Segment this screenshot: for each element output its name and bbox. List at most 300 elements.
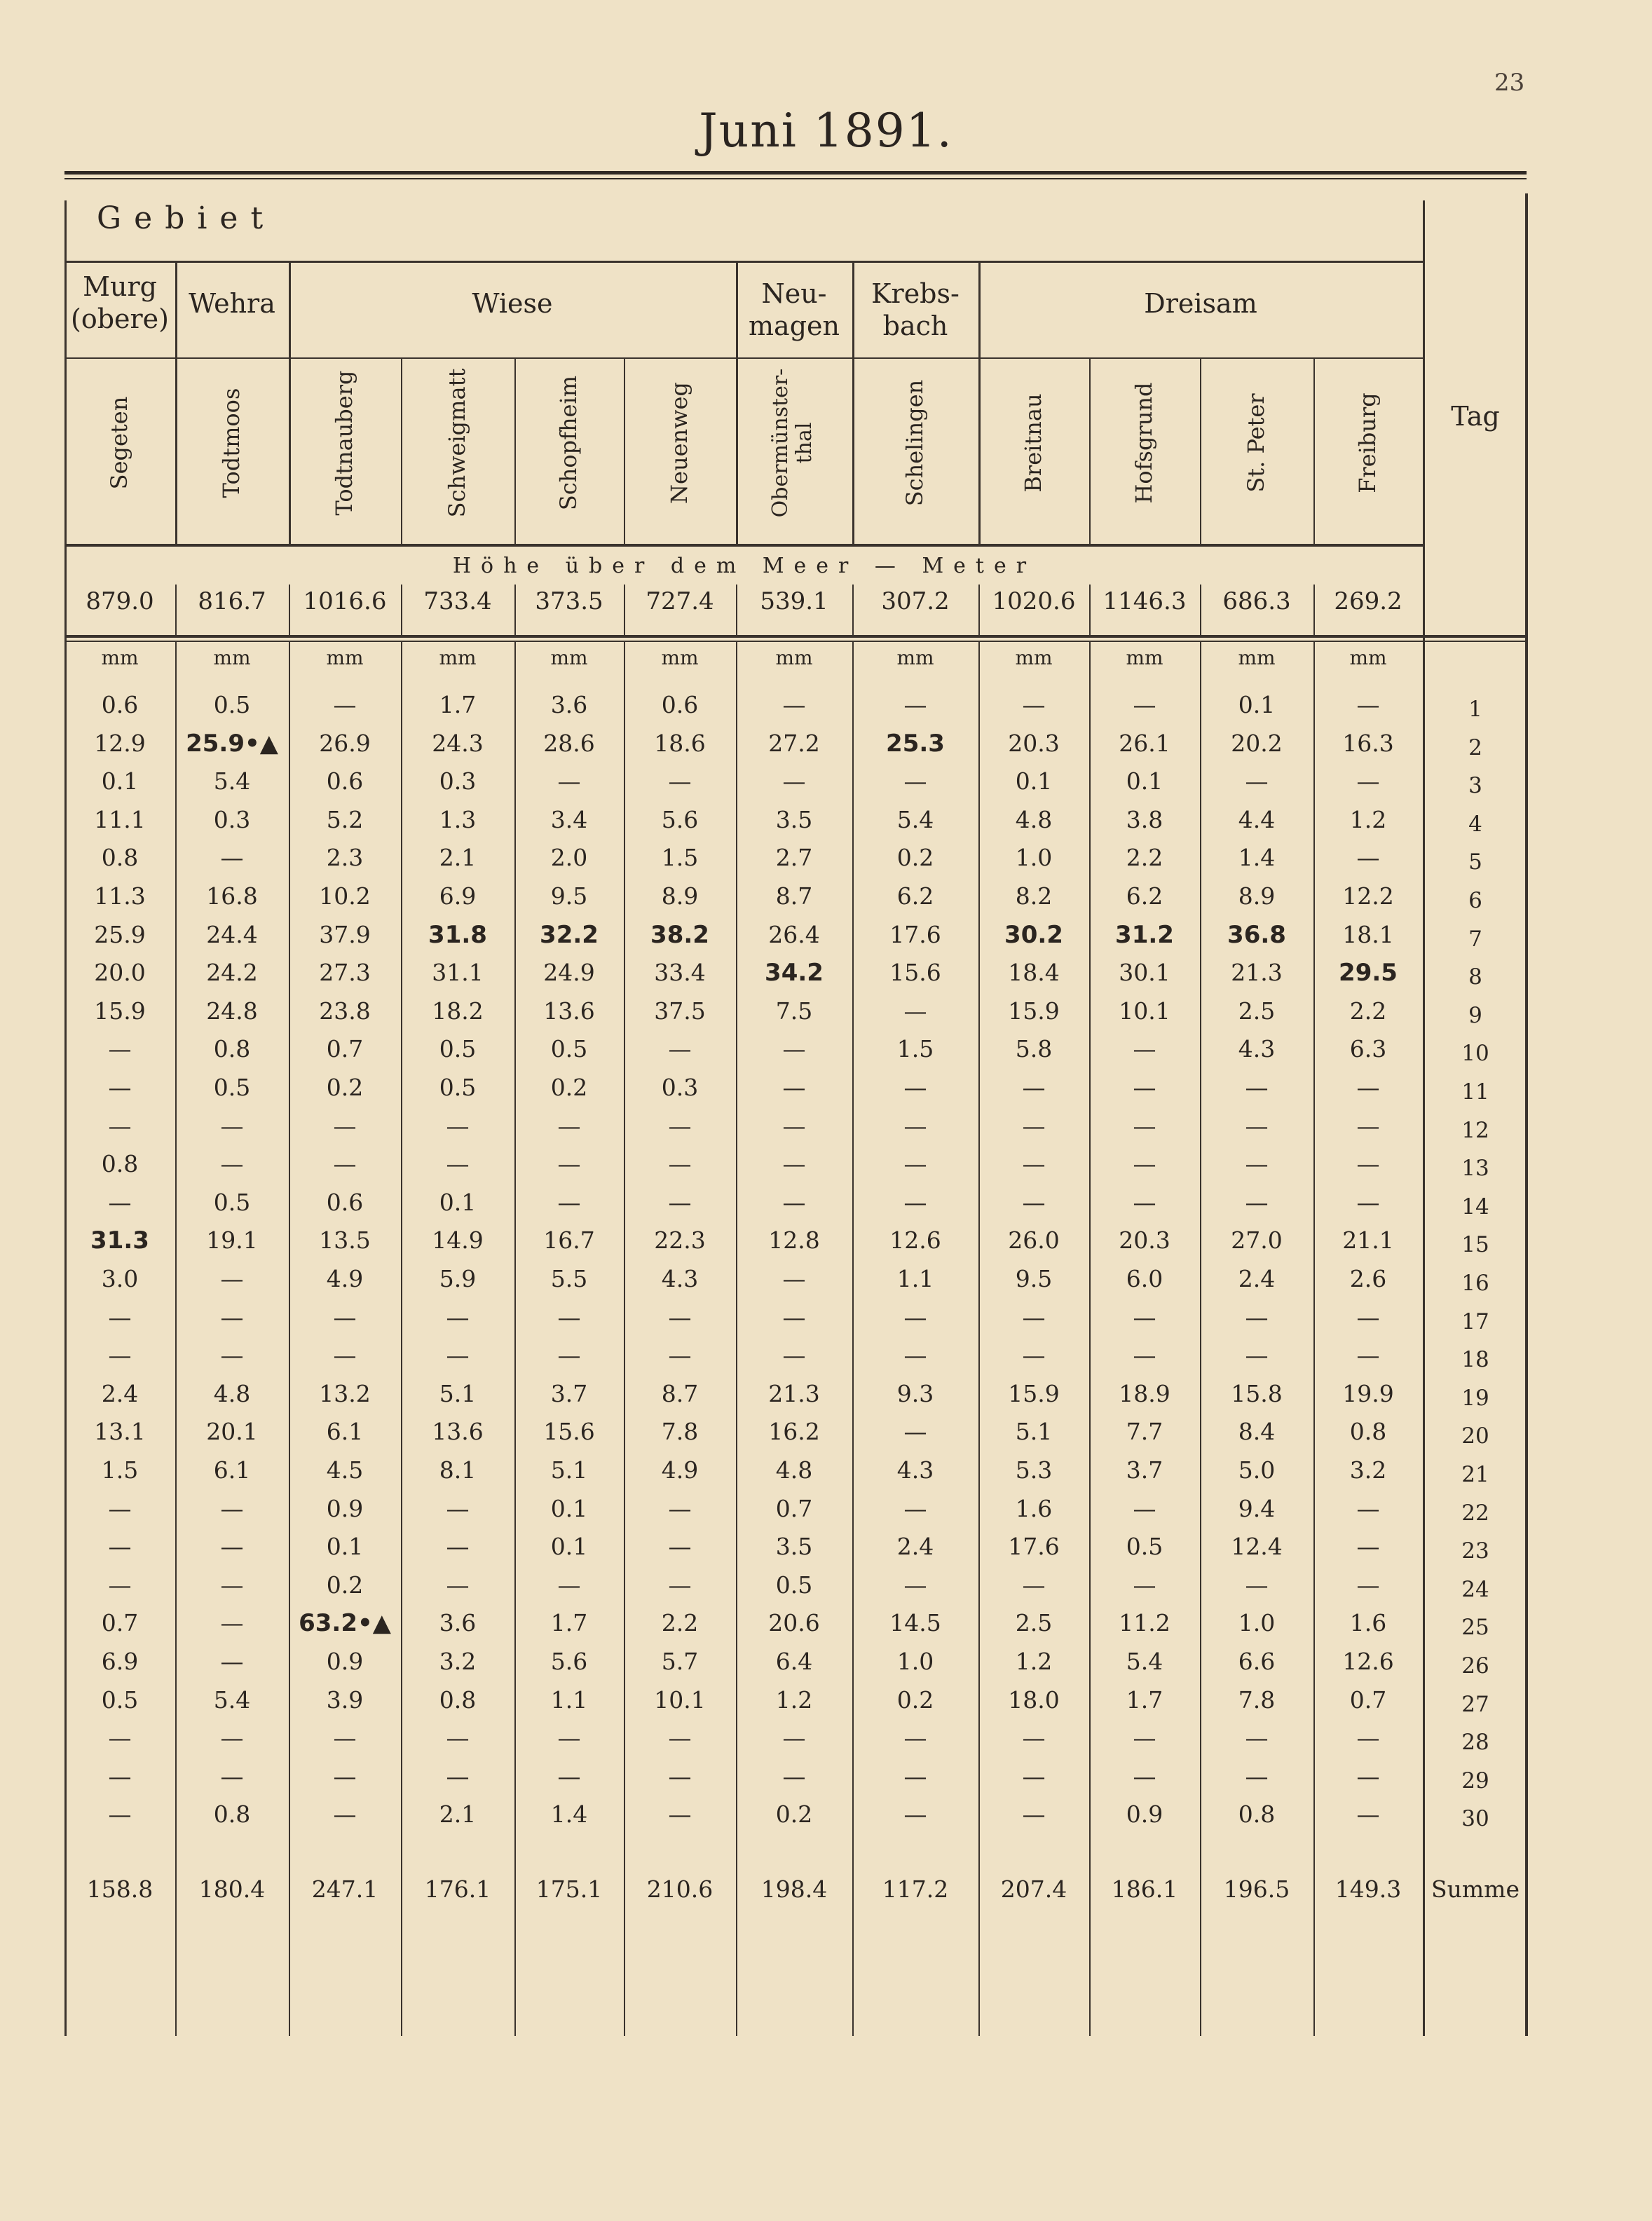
- data-cell: —: [1022, 1150, 1046, 1178]
- data-cell: 1.4: [550, 1800, 588, 1829]
- data-cell: 0.2: [326, 1074, 364, 1101]
- data-cell: 6.9: [439, 882, 477, 910]
- data-cell: 7.5: [775, 997, 813, 1025]
- height-row-bottom-rule: [64, 635, 1528, 638]
- data-cell: 5.2: [326, 805, 364, 833]
- station-height-2: 816.7: [198, 587, 266, 615]
- data-cell: 6.2: [896, 882, 934, 910]
- data-cell: 0.6: [326, 767, 364, 795]
- data-cell: 0.1: [1238, 691, 1276, 718]
- data-cell: 37.9: [319, 920, 371, 948]
- data-cell: 2.0: [550, 844, 588, 872]
- data-cell: —: [782, 1265, 806, 1292]
- data-cell: 0.1: [101, 767, 139, 795]
- data-cell: —: [108, 1800, 132, 1829]
- data-cell: 0.2: [896, 1686, 934, 1714]
- data-cell: 15.9: [94, 997, 146, 1025]
- data-cell: 0.7: [101, 1609, 139, 1637]
- data-cell: 31.8: [428, 920, 487, 949]
- height-col-sep: [514, 585, 516, 635]
- data-cell: 36.8: [1227, 920, 1286, 949]
- data-cell: —: [446, 1533, 470, 1561]
- data-cell: —: [1245, 1762, 1269, 1790]
- data-cell: —: [108, 1112, 132, 1140]
- data-cell: 5.1: [1015, 1418, 1053, 1446]
- data-cell: —: [333, 1112, 357, 1140]
- data-cell: —: [1245, 1112, 1269, 1140]
- data-cell: —: [333, 1800, 357, 1829]
- data-cell: 20.6: [768, 1609, 820, 1637]
- data-cell: —: [782, 1762, 806, 1790]
- data-cell: 12.6: [1342, 1648, 1394, 1675]
- station-name-6: Neuenweg: [666, 382, 692, 504]
- data-cell: —: [1022, 1112, 1046, 1140]
- data-cell: —: [333, 1303, 357, 1331]
- data-cell: 18.4: [1008, 959, 1060, 987]
- data-cell: 5.1: [550, 1456, 588, 1484]
- summe-cell: 149.3: [1334, 1875, 1402, 1903]
- data-cell: 37.5: [654, 997, 706, 1025]
- data-cell: 25.9•▲: [186, 729, 278, 758]
- data-cell: —: [108, 1074, 132, 1101]
- data-cell: 2.4: [1238, 1265, 1276, 1292]
- data-cell: 20.0: [94, 959, 146, 987]
- header-col-sep: [978, 261, 981, 544]
- data-cell: —: [1245, 1341, 1269, 1369]
- data-cell: 15.6: [889, 959, 941, 987]
- data-cell: —: [1133, 1188, 1156, 1216]
- tag-cell: 20: [1461, 1423, 1489, 1449]
- data-cell: —: [220, 1571, 244, 1599]
- data-cell: —: [668, 1035, 692, 1063]
- data-cell: 9.5: [550, 882, 588, 910]
- tag-cell: 28: [1461, 1730, 1489, 1756]
- data-cell: 11.3: [94, 882, 146, 910]
- page-title: Juni 1891.: [699, 104, 953, 158]
- header-bottom-rule: [64, 544, 1423, 547]
- data-cell: —: [903, 1188, 927, 1216]
- header-col-sep: [852, 261, 854, 544]
- data-cell: 3.2: [1349, 1456, 1387, 1484]
- data-cell: —: [903, 691, 927, 718]
- data-cell: —: [782, 1035, 806, 1063]
- data-cell: 19.9: [1342, 1379, 1394, 1407]
- region-label-krebsbach: Krebs- bach: [871, 278, 960, 341]
- data-cell: 3.7: [1126, 1456, 1163, 1484]
- tag-cell: 17: [1461, 1308, 1489, 1334]
- data-cell: —: [220, 1494, 244, 1522]
- data-cell: 0.8: [1349, 1418, 1387, 1446]
- data-cell: 0.6: [101, 691, 139, 718]
- data-cell: —: [1245, 767, 1269, 795]
- height-col-sep: [978, 585, 980, 635]
- data-cell: —: [446, 1571, 470, 1599]
- data-cell: 5.5: [550, 1265, 588, 1292]
- tag-cell: 2: [1468, 734, 1482, 760]
- header-col-sep: [175, 261, 177, 544]
- data-cell: 0.6: [326, 1188, 364, 1216]
- data-cell: 13.5: [319, 1226, 371, 1255]
- height-col-sep: [175, 585, 177, 635]
- data-cell: 18.1: [1342, 920, 1394, 948]
- data-cell: 20.3: [1008, 729, 1060, 757]
- data-cell: 23.8: [319, 997, 371, 1025]
- data-cell: 0.2: [326, 1571, 364, 1599]
- summe-cell: 117.2: [882, 1875, 949, 1903]
- station-height-4: 733.4: [423, 587, 492, 615]
- data-cell: 1.7: [550, 1609, 588, 1637]
- data-cell: —: [668, 1724, 692, 1752]
- region-label-neumagen: Neu- magen: [749, 278, 840, 341]
- data-cell: 3.5: [775, 805, 813, 833]
- data-cell: 11.1: [94, 805, 146, 833]
- station-height-6: 727.4: [646, 587, 714, 615]
- data-cell: —: [668, 1150, 692, 1178]
- data-cell: 6.4: [775, 1648, 813, 1675]
- data-cell: 0.9: [326, 1648, 364, 1675]
- data-cell: 20.2: [1231, 729, 1283, 757]
- tag-cell: 22: [1461, 1500, 1489, 1526]
- data-cell: —: [1356, 1533, 1380, 1561]
- data-cell: —: [782, 1074, 806, 1101]
- data-cell: 24.2: [206, 959, 258, 987]
- tag-cell: 12: [1461, 1117, 1489, 1143]
- data-cell: 0.6: [661, 691, 699, 718]
- data-cell: —: [220, 1724, 244, 1752]
- data-cell: —: [333, 1724, 357, 1752]
- data-cell: —: [333, 691, 357, 718]
- data-cell: —: [903, 1571, 927, 1599]
- data-cell: —: [220, 1762, 244, 1790]
- data-cell: —: [1133, 1494, 1156, 1522]
- height-col-sep: [1200, 585, 1201, 635]
- station-height-9: 1020.6: [992, 587, 1076, 615]
- data-cell: —: [903, 1418, 927, 1446]
- data-cell: 2.6: [1349, 1265, 1387, 1292]
- data-cell: —: [1356, 691, 1380, 718]
- data-cell: 4.4: [1238, 805, 1276, 833]
- data-cell: 18.2: [432, 997, 484, 1025]
- data-cell: —: [557, 1188, 581, 1216]
- data-cell: —: [668, 1571, 692, 1599]
- tag-cell: 1: [1468, 697, 1482, 722]
- data-cell: 4.9: [661, 1456, 699, 1484]
- data-cell: 63.2•▲: [299, 1609, 391, 1638]
- tag-cell: 21: [1461, 1462, 1489, 1487]
- data-cell: —: [1133, 1303, 1156, 1331]
- data-cell: 1.1: [550, 1686, 588, 1714]
- data-cell: —: [108, 1494, 132, 1522]
- data-cell: 27.0: [1231, 1226, 1283, 1255]
- data-cell: —: [446, 1112, 470, 1140]
- data-cell: 0.5: [550, 1035, 588, 1063]
- data-cell: 31.1: [432, 959, 484, 987]
- header-col-sep: [624, 359, 625, 544]
- data-cell: 0.8: [101, 1150, 139, 1178]
- tag-column-header: Tag: [1451, 401, 1500, 432]
- data-cell: 0.2: [896, 844, 934, 872]
- data-cell: 0.5: [1126, 1533, 1163, 1561]
- data-cell: 1.7: [1126, 1686, 1163, 1714]
- tag-cell: 7: [1468, 926, 1482, 952]
- data-cell: —: [1245, 1571, 1269, 1599]
- data-cell: —: [108, 1571, 132, 1599]
- data-cell: 16.8: [206, 882, 258, 910]
- data-cell: 27.3: [319, 959, 371, 987]
- data-cell: 15.9: [1008, 997, 1060, 1025]
- data-cell: —: [1356, 1724, 1380, 1752]
- data-cell: —: [1022, 1800, 1046, 1829]
- data-cell: 6.2: [1126, 882, 1163, 910]
- data-cell: 0.3: [213, 805, 251, 833]
- data-cell: 30.1: [1119, 959, 1170, 987]
- region-label-wehra: Wehra: [189, 288, 275, 319]
- data-cell: 24.9: [543, 959, 595, 987]
- data-cell: 1.0: [1015, 844, 1053, 872]
- station-height-3: 1016.6: [303, 587, 387, 615]
- data-cell: —: [1022, 1303, 1046, 1331]
- tag-cell: 11: [1461, 1079, 1489, 1105]
- unit-label: mm: [1238, 646, 1276, 669]
- data-cell: —: [557, 1762, 581, 1790]
- data-cell: —: [220, 1648, 244, 1675]
- data-cell: 5.8: [1015, 1035, 1053, 1063]
- data-cell: —: [1245, 1724, 1269, 1752]
- station-name-9: Breitnau: [1020, 393, 1046, 493]
- data-cell: —: [668, 1341, 692, 1369]
- data-cell: 2.4: [896, 1533, 934, 1561]
- data-cell: —: [446, 1341, 470, 1369]
- data-cell: 0.7: [775, 1494, 813, 1522]
- data-cell: 12.9: [94, 729, 146, 757]
- data-cell: 6.0: [1126, 1265, 1163, 1292]
- tag-cell: 5: [1468, 849, 1482, 875]
- data-cell: 28.6: [543, 729, 595, 757]
- data-cell: 2.1: [439, 844, 477, 872]
- data-cell: —: [1356, 1341, 1380, 1369]
- data-cell: —: [782, 1112, 806, 1140]
- data-cell: —: [108, 1188, 132, 1216]
- data-cell: 1.5: [896, 1035, 934, 1063]
- data-cell: —: [108, 1035, 132, 1063]
- tag-cell: 30: [1461, 1806, 1489, 1832]
- data-cell: —: [668, 1188, 692, 1216]
- unit-label: mm: [326, 646, 364, 669]
- data-cell: 3.6: [550, 691, 588, 718]
- data-cell: 0.5: [775, 1571, 813, 1599]
- data-cell: —: [446, 1150, 470, 1178]
- data-cell: 0.3: [661, 1074, 699, 1101]
- data-cell: 0.1: [1015, 767, 1053, 795]
- data-cell: 10.1: [1119, 997, 1170, 1025]
- tag-cell: 27: [1461, 1691, 1489, 1717]
- data-cell: —: [446, 1494, 470, 1522]
- height-col-sep: [1313, 585, 1315, 635]
- data-cell: 9.5: [1015, 1265, 1053, 1292]
- header-col-sep: [514, 359, 516, 544]
- data-cell: 30.2: [1004, 920, 1063, 949]
- data-cell: 5.0: [1238, 1456, 1276, 1484]
- data-cell: 1.7: [439, 691, 477, 718]
- data-cell: 5.1: [439, 1379, 477, 1407]
- data-cell: 22.3: [654, 1226, 706, 1255]
- data-cell: —: [903, 1800, 927, 1829]
- data-cell: 5.4: [896, 805, 934, 833]
- hoehe-ueber-meer-label: Höhe über dem Meer — Meter: [452, 554, 1037, 578]
- data-cell: 10.2: [319, 882, 371, 910]
- data-cell: —: [903, 767, 927, 795]
- data-cell: —: [220, 1341, 244, 1369]
- data-cell: 1.5: [101, 1456, 139, 1484]
- data-cell: —: [108, 1341, 132, 1369]
- data-cell: 8.7: [661, 1379, 699, 1407]
- data-cell: 3.6: [439, 1609, 477, 1637]
- summe-cell: 247.1: [311, 1875, 378, 1903]
- tag-cell: 25: [1461, 1615, 1489, 1641]
- data-cell: —: [557, 1571, 581, 1599]
- summe-label: Summe: [1431, 1875, 1520, 1903]
- unit-label: mm: [775, 646, 813, 669]
- data-cell: —: [903, 1150, 927, 1178]
- data-cell: 0.9: [1126, 1800, 1163, 1829]
- data-cell: —: [668, 1112, 692, 1140]
- tag-cell: 23: [1461, 1538, 1489, 1564]
- station-name-4: Schweigmatt: [444, 368, 470, 518]
- data-cell: 1.1: [896, 1265, 934, 1292]
- header-col-sep: [401, 359, 402, 544]
- data-cell: 14.9: [432, 1226, 484, 1255]
- data-cell: 0.5: [439, 1074, 477, 1101]
- station-name-2: Todtmoos: [218, 388, 245, 498]
- data-cell: 1.5: [661, 844, 699, 872]
- data-cell: 1.3: [439, 805, 477, 833]
- data-cell: 4.8: [213, 1379, 251, 1407]
- data-cell: —: [1356, 1150, 1380, 1178]
- data-cell: 29.5: [1339, 959, 1398, 988]
- data-cell: —: [557, 1150, 581, 1178]
- data-cell: —: [1245, 1303, 1269, 1331]
- data-cell: —: [1022, 1188, 1046, 1216]
- data-cell: 25.3: [886, 729, 945, 758]
- data-cell: —: [782, 1150, 806, 1178]
- data-cell: 1.4: [1238, 844, 1276, 872]
- data-cell: —: [903, 1762, 927, 1790]
- data-cell: —: [1022, 1074, 1046, 1101]
- unit-label: mm: [439, 646, 477, 669]
- data-cell: 5.4: [213, 767, 251, 795]
- data-cell: 15.6: [543, 1418, 595, 1446]
- gebiet-header: Gebiet: [97, 200, 276, 236]
- data-cell: 25.9: [94, 920, 146, 948]
- data-cell: 1.6: [1349, 1609, 1387, 1637]
- height-col-sep: [624, 585, 625, 635]
- tag-cell: 4: [1468, 811, 1482, 837]
- page-number: 23: [1494, 69, 1525, 97]
- data-cell: 2.2: [1126, 844, 1163, 872]
- summe-cell: 175.1: [535, 1875, 603, 1903]
- data-cell: —: [668, 1494, 692, 1522]
- data-cell: 21.3: [768, 1379, 820, 1407]
- region-label-dreisam: Dreisam: [1144, 288, 1257, 319]
- data-cell: 6.3: [1349, 1035, 1387, 1063]
- data-cell: 1.2: [775, 1686, 813, 1714]
- data-cell: —: [668, 1800, 692, 1829]
- data-cell: —: [1245, 1188, 1269, 1216]
- data-cell: —: [557, 1112, 581, 1140]
- header-col-sep: [1200, 359, 1201, 544]
- unit-label: mm: [213, 646, 251, 669]
- data-cell: —: [557, 767, 581, 795]
- data-cell: —: [1133, 1762, 1156, 1790]
- tag-cell: 13: [1461, 1156, 1489, 1182]
- data-cell: —: [782, 1724, 806, 1752]
- data-cell: —: [1245, 1074, 1269, 1101]
- data-cell: 4.5: [326, 1456, 364, 1484]
- station-height-5: 373.5: [535, 587, 603, 615]
- data-cell: —: [1133, 1150, 1156, 1178]
- data-cell: 24.4: [206, 920, 258, 948]
- station-name-3: Todtnauberg: [331, 370, 357, 516]
- tag-cell: 19: [1461, 1385, 1489, 1411]
- data-cell: 3.7: [550, 1379, 588, 1407]
- data-cell: 8.2: [1015, 882, 1053, 910]
- tag-cell: 10: [1461, 1041, 1489, 1067]
- data-cell: 0.8: [213, 1035, 251, 1063]
- data-cell: —: [220, 1265, 244, 1292]
- summe-cell: 176.1: [424, 1875, 491, 1903]
- data-cell: —: [446, 1762, 470, 1790]
- data-cell: 3.8: [1126, 805, 1163, 833]
- tag-cell: 14: [1461, 1194, 1489, 1219]
- data-cell: 0.1: [550, 1494, 588, 1522]
- data-cell: —: [1022, 1341, 1046, 1369]
- data-cell: 13.6: [432, 1418, 484, 1446]
- data-cell: —: [668, 1303, 692, 1331]
- data-cell: —: [1356, 1112, 1380, 1140]
- data-cell: —: [782, 1341, 806, 1369]
- data-cell: —: [446, 1303, 470, 1331]
- data-cell: 19.1: [206, 1226, 258, 1255]
- data-cell: 2.4: [101, 1379, 139, 1407]
- data-cell: —: [1133, 1341, 1156, 1369]
- data-cell: 21.1: [1342, 1226, 1394, 1255]
- data-cell: 8.4: [1238, 1418, 1276, 1446]
- data-cell: 4.9: [326, 1265, 364, 1292]
- data-cell: —: [1356, 1800, 1380, 1829]
- summe-cell: 186.1: [1111, 1875, 1178, 1903]
- height-col-sep: [852, 585, 854, 635]
- data-cell: 0.5: [101, 1686, 139, 1714]
- data-cell: 0.8: [1238, 1800, 1276, 1829]
- data-cell: —: [1356, 1762, 1380, 1790]
- data-cell: —: [782, 1303, 806, 1331]
- station-height-10: 1146.3: [1103, 587, 1187, 615]
- data-cell: 12.6: [889, 1226, 941, 1255]
- data-cell: —: [1133, 1035, 1156, 1063]
- data-cell: —: [220, 1609, 244, 1637]
- region-label-wiese: Wiese: [472, 288, 553, 319]
- top-rule-thin: [64, 178, 1527, 179]
- data-cell: 16.7: [543, 1226, 595, 1255]
- header-col-sep: [1089, 359, 1091, 544]
- data-cell: 3.9: [326, 1686, 364, 1714]
- data-cell: 0.1: [1126, 767, 1163, 795]
- tag-cell: 16: [1461, 1271, 1489, 1296]
- data-cell: 18.6: [654, 729, 706, 757]
- summe-cell: 196.5: [1223, 1875, 1290, 1903]
- data-cell: 0.2: [775, 1800, 813, 1829]
- header-col-sep: [289, 261, 291, 544]
